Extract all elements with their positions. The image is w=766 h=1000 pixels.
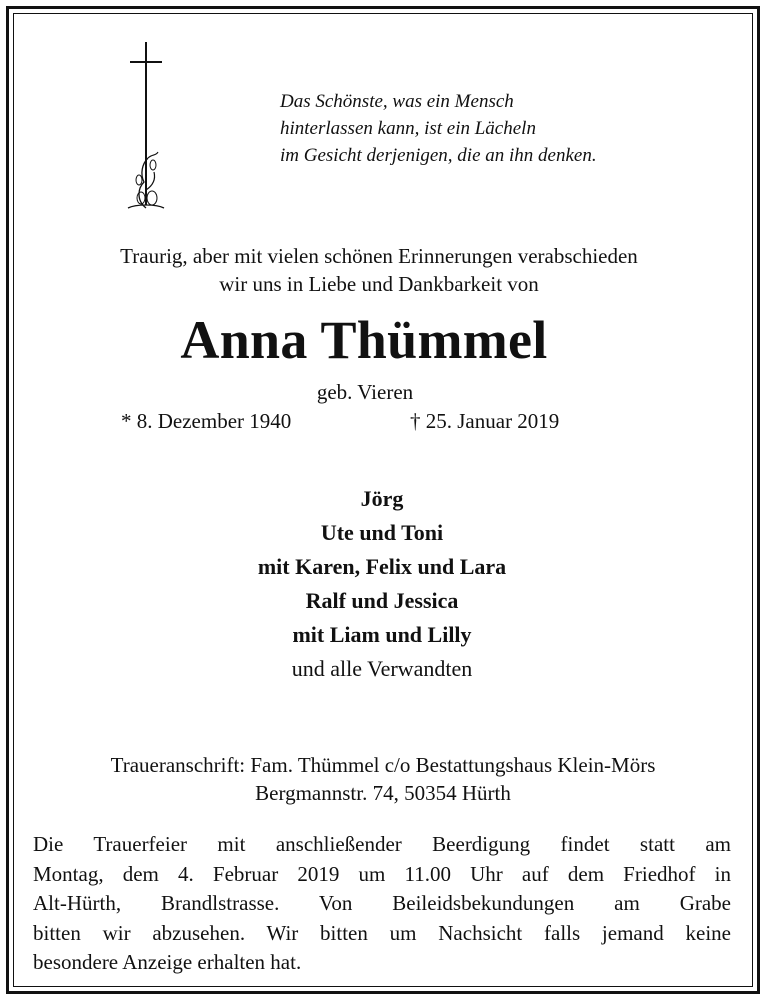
birth-date: * 8. Dezember 1940 xyxy=(121,409,292,433)
quote xyxy=(280,88,597,169)
relatives-line: und alle Verwandten xyxy=(291,656,473,681)
maiden-name: geb. Vieren xyxy=(316,380,414,404)
address-line: Bergmannstr. 74, 50354 Hürth xyxy=(255,781,511,805)
quote-line: im Gesicht derjenigen, die an ihn denken. xyxy=(280,145,597,166)
mourner-line: mit Liam und Lilly xyxy=(292,622,472,647)
mourner-line: Jörg xyxy=(360,486,404,511)
mourning-address xyxy=(0,751,766,807)
quote-line: hinterlassen kann, ist ein Lächeln xyxy=(280,118,536,139)
intro-line: wir uns in Liebe und Dankbarkeit von xyxy=(219,272,539,296)
notice-line: besondere Anzeige erhalten hat. xyxy=(33,950,302,974)
notice-line: Montag, dem 4. Februar 2019 um 11.00 Uhr auf dem Friedhof in xyxy=(33,861,731,886)
notice-line: Die Trauerfeier mit anschließender Beerdigung findet statt am xyxy=(33,832,731,856)
mourner-line: Ute und Toni xyxy=(320,520,444,545)
intro-text xyxy=(0,242,762,298)
mourner-line: Ralf und Jessica xyxy=(305,588,459,613)
quote-line: Das Schönste, was ein Mensch xyxy=(280,91,514,112)
funeral-notice xyxy=(33,830,731,978)
notice-line: bitten wir abzusehen. Wir bitten um Nachsicht falls jemand keine xyxy=(33,920,731,945)
mourner-line: mit Karen, Felix und Lara xyxy=(257,554,507,579)
notice-line: Alt-Hürth, Brandlstrasse. Von Beileidsbekundungen am Grabe xyxy=(33,891,731,915)
deceased-name: Anna Thümmel xyxy=(180,310,548,370)
death-date: † 25. Januar 2019 xyxy=(410,409,560,433)
address-line: Traueranschrift: Fam. Thümmel c/o Bestattungshaus Klein-Mörs xyxy=(110,753,656,777)
cross-with-vine-icon xyxy=(122,40,170,215)
intro-line: Traurig, aber mit vielen schönen Erinnerungen verabschieden xyxy=(120,244,638,268)
mourners-list xyxy=(0,482,765,652)
